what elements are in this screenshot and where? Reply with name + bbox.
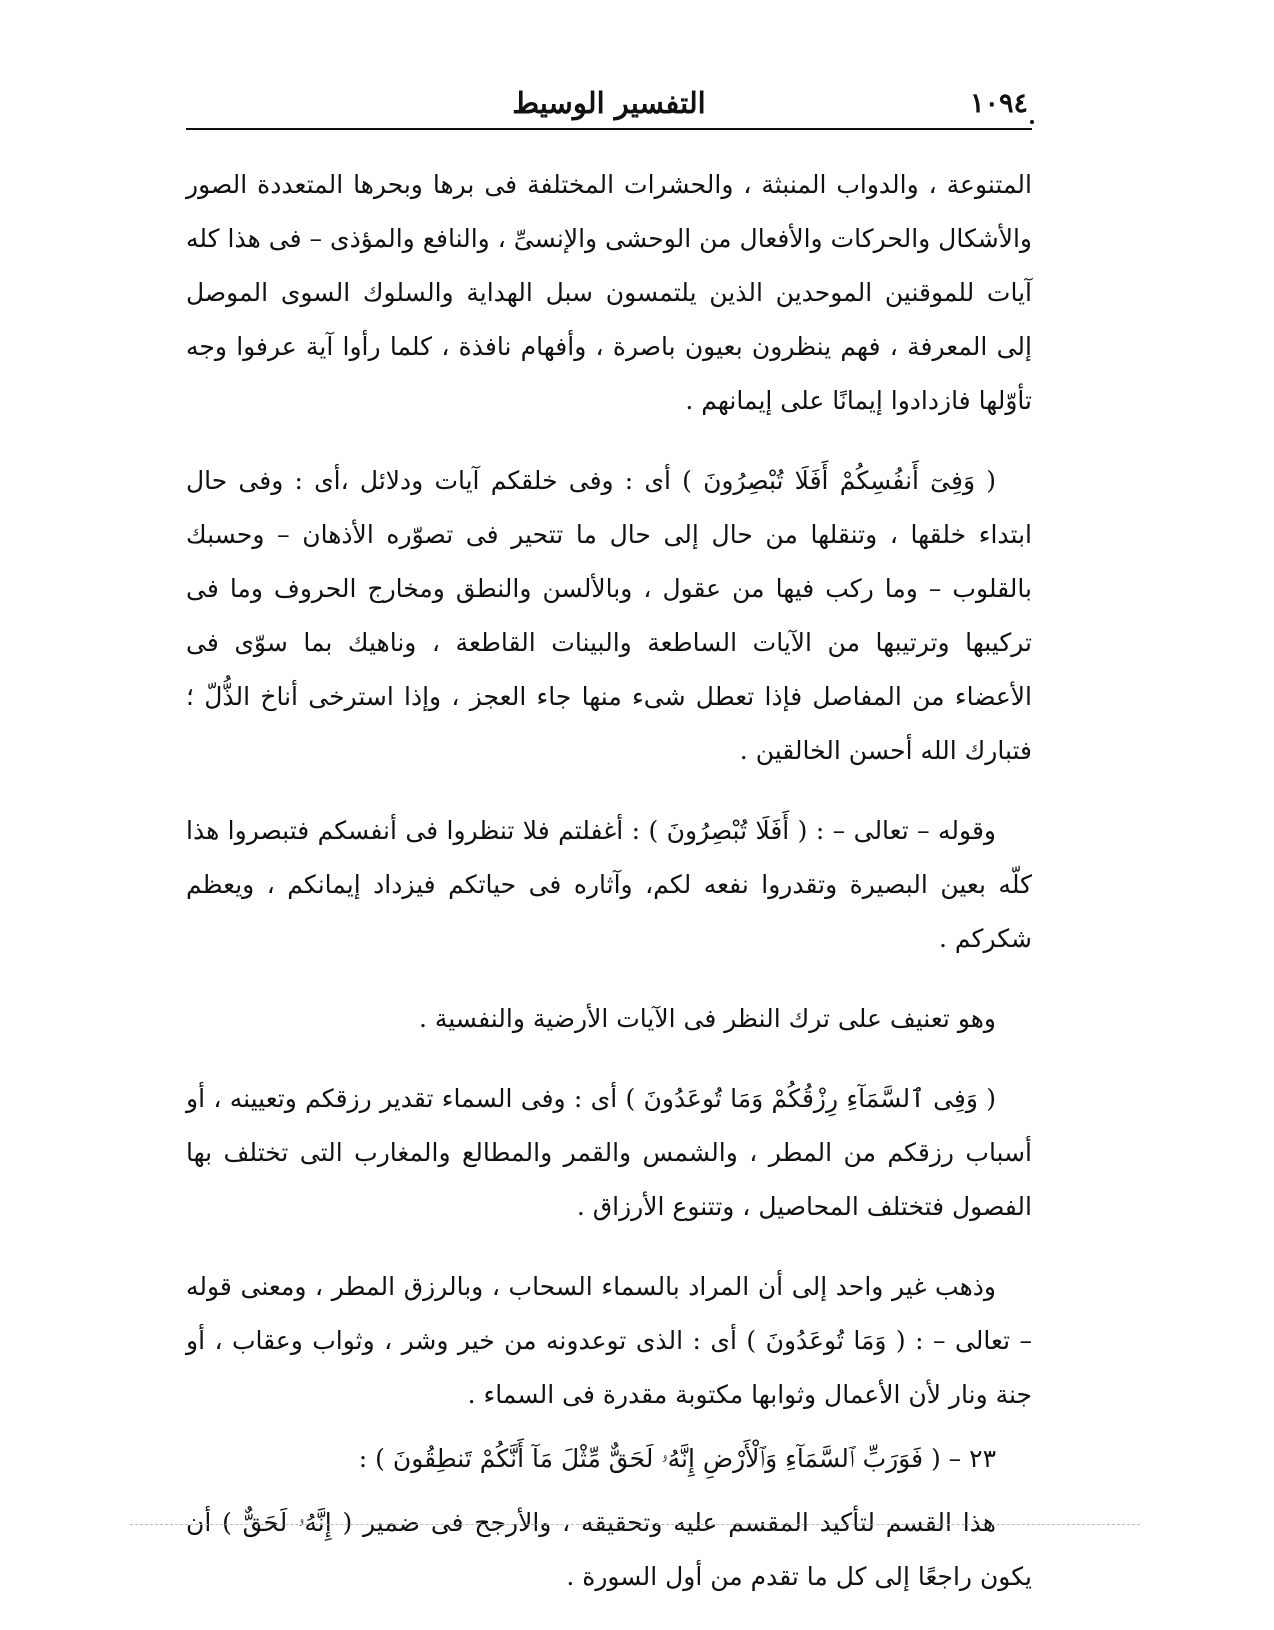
scan-edge-line (130, 1524, 1140, 1525)
paragraph-3: وقوله – تعالى – : ( أَفَلَا تُبْصِرُونَ ) : أغفلتم فلا تنظروا فى أنفسكم فتبصروا هذا كلّه بعين البصيرة وتقدروا نفعه لكم، وآثاره فى حياتكم فيزداد إيمانكم ، ويعظم شكركم . (186, 816, 1032, 953)
page-body (186, 158, 1032, 1630)
paragraph-4: وهو تعنيف على ترك النظر فى الآيات الأرضية والنفسية . (418, 1004, 996, 1033)
header-rule (186, 128, 1032, 130)
paragraph-1: المتنوعة ، والدواب المنبثة ، والحشرات المختلفة فى برها وبحرها المتعددة الصور والأشكال والحركات والأفعال من الوحشى والإنسىِّ ، والنافع والمؤذى – فى هذا كله آيات للموقنين الموحدين الذين يلتمسون سبل الهداية والسلوك السوى الموصل إلى المعرفة ، فهم ينظرون بعيون باصرة ، وأفهام نافذة ، كلما رأوا آية عرفوا وجه تأوّلها فازدادوا إيمانًا على إيمانهم . (186, 170, 1032, 415)
paragraph-2: ( وَفِىٓ أَنفُسِكُمْ أَفَلَا تُبْصِرُونَ ) أى : وفى خلقكم آيات ودلائل ،أى : وفى حال ابتداء خلقها ، وتنقلها من حال إلى حال ما تتحير فى تصوّره الأذهان – وحسبك بالقلوب – وما ركب فيها من عقول ، وبالألسن والنطق ومخارج الحروف وما فى تركيبها وترتيبها من الآيات الساطعة والبينات القاطعة ، وناهيك بما سوّى فى الأعضاء من المفاصل فإذا تعطل شىء منها جاء العجز ، وإذا استرخى أناخ الذُّلّ ؛ فتبارك الله أحسن الخالقين . (186, 466, 1032, 765)
header-dot (1030, 120, 1034, 124)
page-header (186, 84, 1032, 128)
page-number: ١٠٩٤ (969, 88, 1028, 119)
paragraph-6: وذهب غير واحد إلى أن المراد بالسماء السحاب ، وبالرزق المطر ، ومعنى قوله – تعالى – : ( وَمَا تُوعَدُونَ ) أى : الذى توعدونه من خير وشر ، وثواب وعقاب ، أو جنة ونار لأن الأعمال وثوابها مكتوبة مقدرة فى السماء . (186, 1272, 1032, 1409)
verse-heading: ٢٣ – ( فَوَرَبِّ ٱلسَّمَآءِ وَٱلْأَرْضِ إِنَّهُۥ لَحَقٌّ مِّثْلَ مَآ أَنَّكُمْ تَنطِقُونَ ) : (358, 1444, 996, 1473)
running-title: التفسير الوسيط (512, 86, 706, 120)
paragraph-5: ( وَفِى ٱلسَّمَآءِ رِزْقُكُمْ وَمَا تُوعَدُونَ ) أى : وفى السماء تقدير رزقكم وتعيينه ، أو أسباب رزقكم من المطر ، والشمس والقمر والمطالع والمغارب التى تختلف بها الفصول فتختلف المحاصيل ، وتتنوع الأرزاق . (186, 1084, 1032, 1221)
paragraph-7: هذا القسم لتأكيد المقسم عليه وتحقيقه ، والأرجح فى ضمير ( إِنَّهُۥ لَحَقٌّ ) أن يكون راجعًا إلى كل ما تقدم من أول السورة . (186, 1508, 1032, 1591)
